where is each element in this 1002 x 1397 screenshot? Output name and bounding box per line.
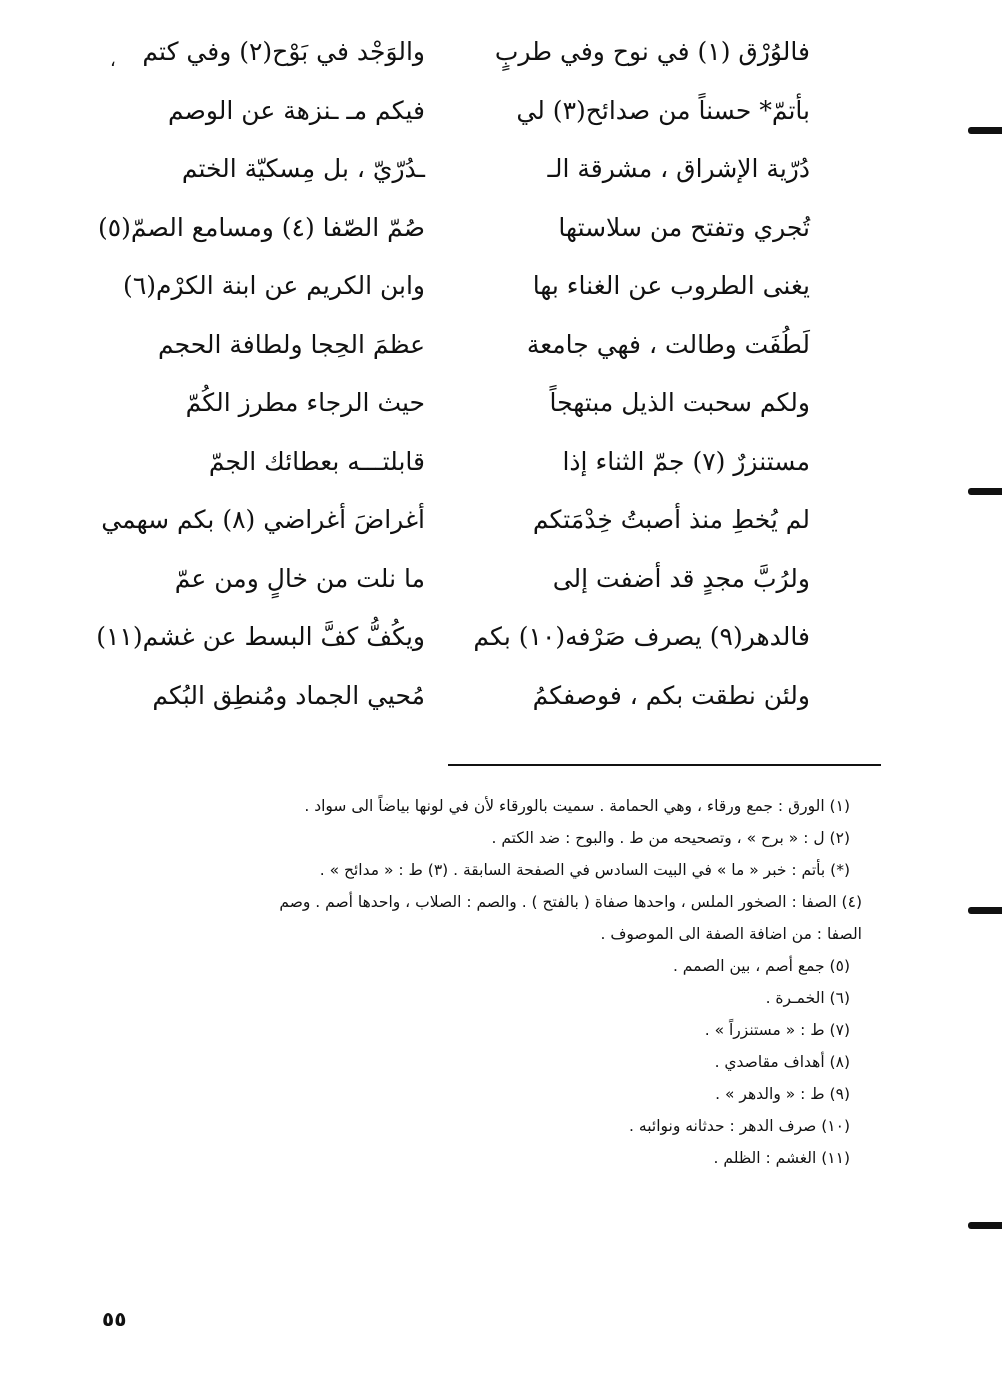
verse-row: [101, 494, 810, 553]
verse-second-hemistich: وابن الكريم عن ابنة الكرْم(٦): [123, 271, 425, 300]
verse-row: [120, 85, 810, 144]
verse-first-hemistich: مستنزرٌ (٧) جمّ الثناء إذا: [562, 446, 810, 476]
verse-row: [120, 319, 810, 378]
footnote: (١) الورق : جمع ورقاء ، وهي الحمامة . سميت بالورقاء لأن في لونها بياضاً الى سواد .: [304, 797, 850, 815]
verse-row: [96, 611, 810, 670]
verse-second-hemistich: عظمَ الحِجا ولطافة الحجم: [157, 329, 425, 359]
verse-first-hemistich: يغنى الطروب عن الغناء بها: [532, 271, 810, 300]
verse-first-hemistich: بأتمّ* حسناً من صدائح(٣) لي: [516, 95, 810, 125]
verse-second-hemistich: والوَجْد في بَوْح(٢) وفي كتم: [142, 37, 425, 66]
verse-second-hemistich: فيكم مـ ـنزهة عن الوصم: [168, 95, 425, 125]
footnote-separator: [448, 764, 881, 766]
footnote: (١١) الغشم : الظلم .: [713, 1149, 850, 1167]
verse-row: [120, 260, 810, 319]
footnote: (٤) الصفا : الصخور الملس ، واحدها صفاة ( بالفتح ) . والصم : الصلاب ، واحدها أصم . وصم: [279, 893, 862, 911]
scan-edge-mark: [968, 488, 1002, 495]
verse-second-hemistich: حيث الرجاء مطرز الكُمّ: [185, 388, 425, 417]
footnote: (٦) الخمـرة .: [765, 989, 850, 1007]
verse-second-hemistich: ما نلت من خالٍ ومن عمّ: [174, 563, 425, 593]
verse-first-hemistich: ولرُبَّ مجدٍ قد أضفت إلى: [552, 563, 810, 593]
verse-row: [120, 553, 810, 612]
page-number: ٥٥: [102, 1307, 127, 1331]
verse-second-hemistich: ويكُفُّ كفَّ البسط عن غشم(١١): [96, 622, 425, 651]
verse-first-hemistich: دُرّية الإشراق ، مشرقة الـ: [547, 154, 810, 183]
verse-first-hemistich: فالدهر(٩) يصرف صَرْفه(١٠) بكم: [473, 622, 810, 651]
verse-row: [120, 143, 810, 202]
verse-second-hemistich: مُحيي الجماد ومُنطِق البُكم: [152, 680, 425, 710]
scan-edge-mark: [968, 1222, 1002, 1229]
verse-second-hemistich: ـدُرّيّ ، بل مِسكيّة الختم: [181, 154, 425, 183]
footnote: (٢) ل : « برح » ، وتصحيحه من ط . والبوح : ضد الكتم .: [491, 829, 850, 847]
footnote: (٧) ط : « مستنزراً » .: [704, 1021, 850, 1039]
verse-row: [120, 377, 810, 436]
verse-row: [120, 436, 810, 495]
poem: [96, 26, 810, 728]
verse-row: [97, 202, 810, 261]
verse-first-hemistich: ولكم سحبت الذيل مبتهجاً: [549, 388, 810, 417]
verse-first-hemistich: فالوُرْق (١) في نوح وفي طربٍ: [494, 37, 810, 66]
verse-second-hemistich: قابلتـــه بعطائك الجمّ: [208, 446, 425, 476]
scan-edge-mark: [968, 907, 1002, 914]
verse-row: [120, 26, 810, 85]
verse-row: [120, 670, 810, 729]
footnote: (٥) جمع أصم ، بين الصمم .: [672, 957, 850, 975]
verse-second-hemistich: صُمّ الصّفا (٤) ومسامع الصمّ(٥): [97, 212, 425, 242]
footnote: (*) بأتم : خبر « ما » في البيت السادس في الصفحة السابقة . (٣) ط : « مدائح » .: [319, 861, 850, 879]
scan-edge-mark: [968, 127, 1002, 134]
footnote: (٩) ط : « والدهر » .: [715, 1085, 850, 1103]
footnote: (٨) أهداف مقاصدي .: [714, 1053, 850, 1071]
verse-first-hemistich: لم يُخطِ منذ أصبتُ خِدْمَتكم: [532, 505, 810, 534]
verse-first-hemistich: ولئن نطقت بكم ، فوصفكمُ: [532, 680, 810, 710]
stray-mark: ،: [110, 50, 116, 71]
verse-first-hemistich: لَطُفَت وطالت ، فهي جامعة: [526, 329, 810, 359]
footnotes: [90, 796, 862, 1180]
verse-second-hemistich: أغراضَ أغراضي (٨) بكم سهمي: [101, 505, 425, 534]
footnote-continuation: الصفا : من اضافة الصفة الى الموصوف .: [600, 925, 862, 943]
footnote: (١٠) صرف الدهر : حدثانه ونوائبه .: [629, 1117, 850, 1135]
verse-first-hemistich: تُجري وتفتح من سلاستها: [558, 212, 810, 242]
